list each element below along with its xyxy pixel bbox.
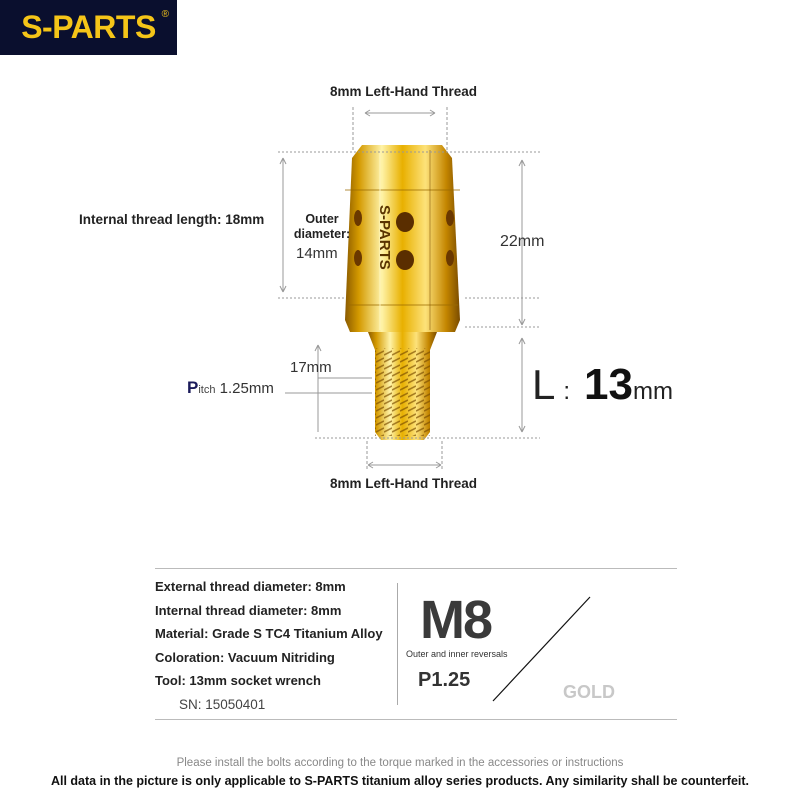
outer-diameter-value: 14mm: [296, 245, 338, 262]
thread-length-label: 17mm: [290, 359, 332, 376]
spec-divider: [397, 583, 398, 705]
color-name: GOLD: [563, 682, 615, 702]
bolt-body: [345, 145, 460, 332]
spec-list: [155, 575, 383, 716]
outer-diameter-title: Outer diameter:: [293, 212, 351, 241]
spec-item: Material: Grade S TC4 Titanium Alloy: [155, 626, 383, 641]
part-marking: S-PARTS: [376, 205, 393, 270]
install-note: Please install the bolts according to the torque marked in the accessories or instructions: [176, 757, 624, 769]
specs-panel: [155, 568, 677, 720]
internal-thread-length-label: Internal thread length: 18mm: [79, 212, 265, 227]
threaded-shank: [368, 332, 437, 440]
bottom-thread-label: 8mm Left-Hand Thread: [330, 476, 478, 491]
thread-length-callout: L : 13mm: [532, 360, 673, 409]
registered-mark: ®: [161, 9, 169, 20]
vent-hole: [354, 250, 362, 266]
top-thread-label: 8mm Left-Hand Thread: [330, 84, 478, 99]
size-label: M8: [420, 590, 492, 650]
serial-number: SN: 15050401: [179, 696, 266, 712]
vent-hole: [396, 250, 414, 270]
spec-item: Tool: 13mm socket wrench: [155, 673, 321, 688]
disclaimer: All data in the picture is only applicable to S-PARTS titanium alloy series products. Any similarity shall be counterfeit.: [50, 774, 750, 788]
upper-height-label: 22mm: [500, 233, 545, 250]
spec-item: External thread diameter: 8mm: [155, 579, 346, 594]
vent-hole: [446, 210, 454, 226]
spec-item: Internal thread diameter: 8mm: [155, 602, 342, 618]
reversal-note: Outer and inner reversals: [406, 649, 508, 659]
pitch-label: Pitch 1.25mm: [187, 378, 274, 397]
vent-hole: [446, 250, 454, 266]
pitch-spec: P1.25: [418, 669, 471, 691]
spec-item: Coloration: Vacuum Nitriding: [155, 649, 335, 665]
vent-hole: [354, 210, 362, 226]
brand-logo-text: S-PARTS: [21, 9, 156, 45]
vent-hole: [396, 212, 414, 232]
